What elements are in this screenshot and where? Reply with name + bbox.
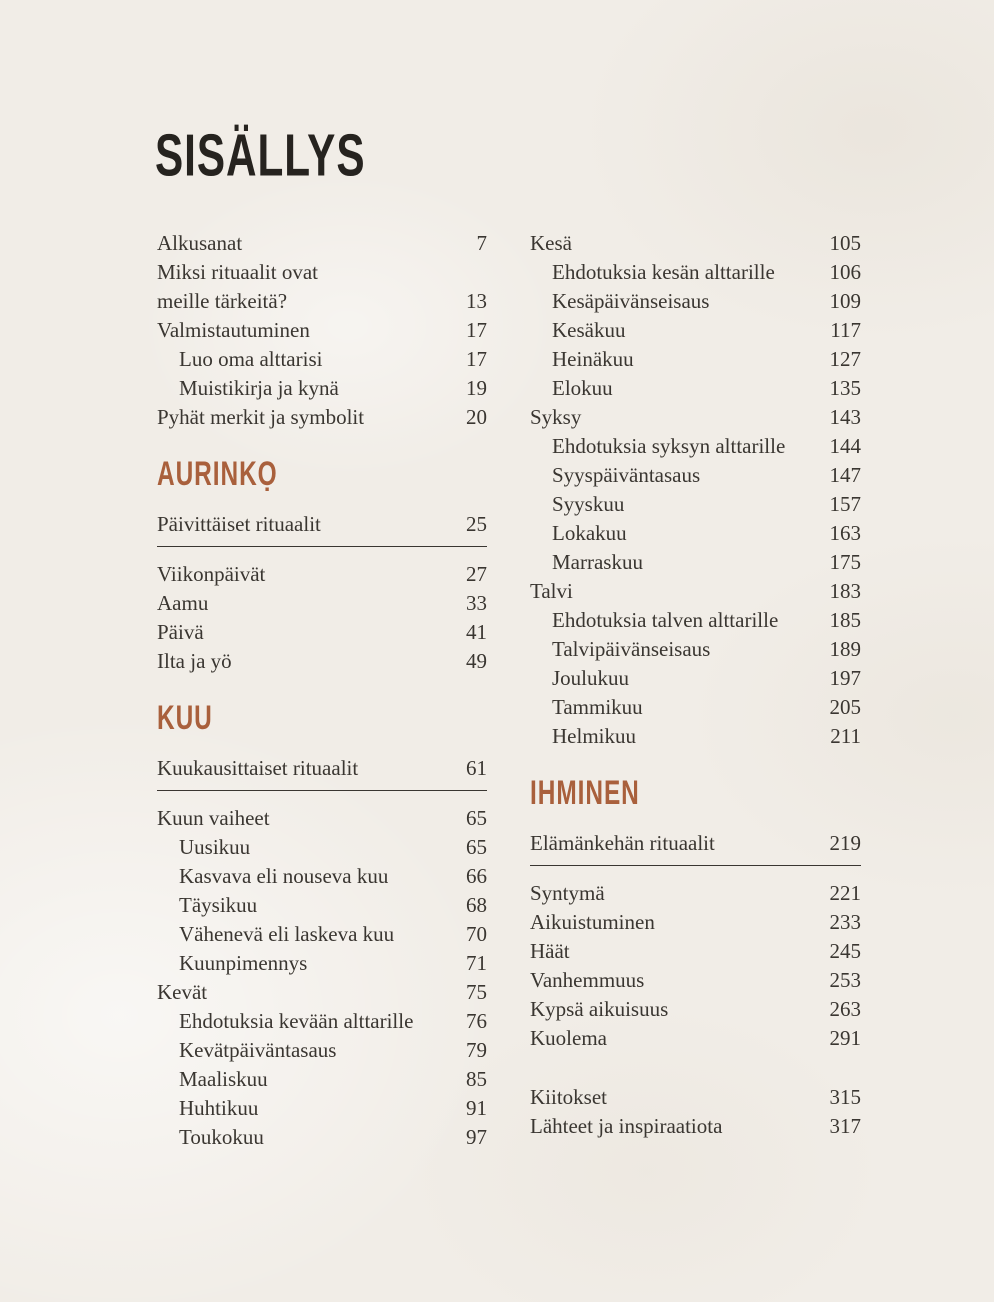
toc-entry-page-number: 205 bbox=[829, 695, 861, 719]
toc-entry-page-number: 19 bbox=[466, 376, 487, 400]
toc-entry-row bbox=[530, 693, 861, 722]
toc-entry-page-number: 41 bbox=[466, 620, 487, 644]
toc-entry-label: Aikuistuminen bbox=[530, 910, 655, 934]
toc-entry-label: Marraskuu bbox=[552, 550, 643, 574]
toc-entry-page-number: 253 bbox=[829, 968, 861, 992]
toc-entry-page-number: 17 bbox=[466, 347, 487, 371]
toc-entry-row bbox=[157, 316, 487, 345]
toc-entry-label: Aamu bbox=[157, 591, 209, 615]
toc-entry-row bbox=[530, 577, 861, 606]
toc-entry-row bbox=[157, 287, 487, 316]
toc-entry-row bbox=[530, 316, 861, 345]
toc-entry-label: Vanhemmuus bbox=[530, 968, 645, 992]
toc-entry-label: Lähteet ja inspiraatiota bbox=[530, 1114, 723, 1138]
toc-entry-label: Toukokuu bbox=[179, 1125, 264, 1149]
section-header-label: IHMINEN bbox=[530, 772, 640, 813]
toc-entry-page-number: 263 bbox=[829, 997, 861, 1021]
toc-entry-page-number: 163 bbox=[829, 521, 861, 545]
toc-entry-label: Muistikirja ja kynä bbox=[179, 376, 339, 400]
toc-entry-row bbox=[157, 403, 487, 432]
toc-entry-row bbox=[530, 635, 861, 664]
toc-entry-row bbox=[530, 966, 861, 995]
toc-entry-page-number: 144 bbox=[829, 434, 861, 458]
toc-entry-page-number: 105 bbox=[829, 231, 861, 255]
toc-entry-label: Heinäkuu bbox=[552, 347, 634, 371]
toc-entry-page-number: 70 bbox=[466, 922, 487, 946]
toc-left-column bbox=[157, 229, 487, 1152]
toc-entry-label: Luo oma alttarisi bbox=[179, 347, 323, 371]
toc-entry-label: Syyspäiväntasaus bbox=[552, 463, 701, 487]
toc-entry-label: Kasvava eli nouseva kuu bbox=[179, 864, 389, 888]
toc-entry-label: Ehdotuksia kevään alttarille bbox=[179, 1009, 414, 1033]
toc-entry-page-number: 27 bbox=[466, 562, 487, 586]
toc-entry-page-number: 75 bbox=[466, 980, 487, 1004]
toc-entry-label: Maaliskuu bbox=[179, 1067, 268, 1091]
toc-entry-page-number: 17 bbox=[466, 318, 487, 342]
toc-entry-row bbox=[157, 560, 487, 589]
toc-entry-page-number: 20 bbox=[466, 405, 487, 429]
toc-entry-label: Syntymä bbox=[530, 881, 605, 905]
toc-entry-label: Kesä bbox=[530, 231, 572, 255]
toc-entry-row bbox=[157, 1065, 487, 1094]
toc-entry-page-number: 76 bbox=[466, 1009, 487, 1033]
toc-entry-row bbox=[530, 258, 861, 287]
section-lead-row bbox=[530, 829, 861, 866]
toc-entry-page-number: 185 bbox=[829, 608, 861, 632]
toc-entry-row bbox=[157, 804, 487, 833]
toc-entry-page-number: 143 bbox=[829, 405, 861, 429]
toc-entry-label: Pyhät merkit ja symbolit bbox=[157, 405, 365, 429]
toc-entry-label: Kuunpimennys bbox=[179, 951, 308, 975]
toc-entry-page-number: 197 bbox=[829, 666, 861, 690]
toc-entry-page-number: 189 bbox=[829, 637, 861, 661]
toc-entry-label: Kuolema bbox=[530, 1026, 607, 1050]
section-header bbox=[157, 697, 487, 745]
toc-entry-label: Päivä bbox=[157, 620, 204, 644]
toc-entry-page-number bbox=[530, 1053, 538, 1077]
toc-entry-page-number: 183 bbox=[829, 579, 861, 603]
toc-entry-label: Kevät bbox=[157, 980, 208, 1004]
toc-entry-label: Uusikuu bbox=[179, 835, 251, 859]
toc-entry-row bbox=[157, 1123, 487, 1152]
toc-right-column bbox=[530, 229, 861, 1152]
toc-entry-label: Alkusanat bbox=[157, 231, 243, 255]
toc-entry-row bbox=[157, 374, 487, 403]
section-header bbox=[157, 453, 487, 501]
toc-entry-row bbox=[530, 432, 861, 461]
toc-entry-page-number: 233 bbox=[829, 910, 861, 934]
toc-entry-label: Talvipäivänseisaus bbox=[552, 637, 711, 661]
toc-entry-row bbox=[530, 403, 861, 432]
toc-entry-row bbox=[530, 519, 861, 548]
toc-entry-page-number: 147 bbox=[829, 463, 861, 487]
toc-entry-page-number: 71 bbox=[466, 951, 487, 975]
toc-entry-label: Häät bbox=[530, 939, 570, 963]
toc-entry-row bbox=[157, 258, 487, 287]
toc-entry-page-number: 79 bbox=[466, 1038, 487, 1062]
toc-entry-row bbox=[157, 618, 487, 647]
section-header-label: AURINKỌ bbox=[157, 453, 278, 494]
toc-entry-label: Syksy bbox=[530, 405, 582, 429]
toc-entry-row bbox=[530, 722, 861, 751]
toc-entry-label: Kiitokset bbox=[530, 1085, 607, 1109]
toc-entry-label: Täysikuu bbox=[179, 893, 258, 917]
toc-entry-label: Huhtikuu bbox=[179, 1096, 259, 1120]
toc-entry-row bbox=[530, 287, 861, 316]
section-header-label: KUU bbox=[157, 697, 213, 738]
toc-entry-row bbox=[530, 345, 861, 374]
toc-entry-row bbox=[530, 374, 861, 403]
toc-entry-label: Ehdotuksia kesän alttarille bbox=[552, 260, 775, 284]
toc-entry-page-number: 97 bbox=[466, 1125, 487, 1149]
section-lead-row bbox=[157, 510, 487, 547]
toc-entry-row bbox=[530, 664, 861, 693]
toc-entry-page-number: 117 bbox=[830, 318, 861, 342]
toc-entry-label: Kypsä aikuisuus bbox=[530, 997, 669, 1021]
toc-entry-label: Elämänkehän rituaalit bbox=[530, 831, 715, 855]
toc-entry-row bbox=[530, 1024, 861, 1053]
toc-entry-page-number: 49 bbox=[466, 649, 487, 673]
toc-entry-page-number: 7 bbox=[476, 231, 487, 255]
toc-entry-row bbox=[530, 879, 861, 908]
toc-entry-page-number: 33 bbox=[466, 591, 487, 615]
toc-entry-label: Elokuu bbox=[552, 376, 613, 400]
toc-entry-page-number: 65 bbox=[466, 806, 487, 830]
toc-entry-label: Ilta ja yö bbox=[157, 649, 232, 673]
toc-entry-page-number: 65 bbox=[466, 835, 487, 859]
toc-entry-row bbox=[157, 862, 487, 891]
toc-entry-label: Kesäkuu bbox=[552, 318, 626, 342]
toc-entry-label: Kuukausittaiset rituaalit bbox=[157, 756, 359, 780]
toc-entry-page-number: 127 bbox=[829, 347, 861, 371]
toc-entry-page-number: 61 bbox=[466, 756, 487, 780]
toc-entry-label: Joulukuu bbox=[552, 666, 630, 690]
section-header bbox=[530, 772, 861, 820]
toc-entry-page-number: 109 bbox=[829, 289, 861, 313]
toc-entry-label: Lokakuu bbox=[552, 521, 627, 545]
toc-entry-row bbox=[530, 908, 861, 937]
toc-entry-label: Viikonpäivät bbox=[157, 562, 266, 586]
toc-entry-label: Valmistautuminen bbox=[157, 318, 310, 342]
toc-entry-page-number: 221 bbox=[829, 881, 861, 905]
toc-entry-page-number: 291 bbox=[829, 1026, 861, 1050]
toc-entry-row bbox=[157, 589, 487, 618]
toc-entry-label: Vähenevä eli laskeva kuu bbox=[179, 922, 395, 946]
toc-entry-row bbox=[157, 345, 487, 374]
toc-entry-row bbox=[157, 1036, 487, 1065]
toc-entry-page-number: 135 bbox=[829, 376, 861, 400]
toc-entry-label: Kesäpäivänseisaus bbox=[552, 289, 710, 313]
toc-entry-row bbox=[530, 995, 861, 1024]
toc-entry-page-number: 25 bbox=[466, 512, 487, 536]
toc-entry-label: Kuun vaiheet bbox=[157, 806, 270, 830]
toc-entry-page-number: 211 bbox=[830, 724, 861, 748]
toc-entry-page-number: 66 bbox=[466, 864, 487, 888]
toc-entry-row bbox=[530, 1083, 861, 1112]
toc-entry-label: Päivittäiset rituaalit bbox=[157, 512, 321, 536]
toc-entry-page-number: 157 bbox=[829, 492, 861, 516]
toc-entry-label: Miksi rituaalit ovat bbox=[157, 260, 318, 284]
section-lead-row bbox=[157, 754, 487, 791]
toc-entry-page-number: 175 bbox=[829, 550, 861, 574]
toc-entry-row bbox=[157, 1007, 487, 1036]
toc-entry-page-number: 219 bbox=[829, 831, 861, 855]
toc-entry-row bbox=[157, 949, 487, 978]
toc-entry-row bbox=[530, 606, 861, 635]
toc-entry-label: Helmikuu bbox=[552, 724, 636, 748]
toc-entry-page-number: 315 bbox=[829, 1085, 861, 1109]
toc-entry-row bbox=[157, 1094, 487, 1123]
toc-entry-label: Syyskuu bbox=[552, 492, 625, 516]
toc-entry-row bbox=[157, 647, 487, 676]
toc-entry-row bbox=[157, 920, 487, 949]
toc-entry-page-number: 317 bbox=[829, 1114, 861, 1138]
toc-content bbox=[157, 229, 861, 1152]
toc-entry-label: Kevätpäiväntasaus bbox=[179, 1038, 337, 1062]
toc-entry-page-number: 245 bbox=[829, 939, 861, 963]
toc-entry-label: Tammikuu bbox=[552, 695, 643, 719]
toc-entry-row bbox=[157, 833, 487, 862]
toc-entry-row bbox=[530, 1112, 861, 1141]
spacer bbox=[530, 1053, 861, 1083]
page-title: SISÄLLYS bbox=[155, 121, 366, 189]
toc-entry-label: Ehdotuksia syksyn alttarille bbox=[552, 434, 786, 458]
toc-entry-page-number: 85 bbox=[466, 1067, 487, 1091]
toc-entry-row bbox=[157, 891, 487, 920]
toc-entry-label: meille tärkeitä? bbox=[157, 289, 288, 313]
toc-entry-row bbox=[530, 229, 861, 258]
toc-entry-row bbox=[157, 229, 487, 258]
toc-entry-page-number: 91 bbox=[466, 1096, 487, 1120]
toc-entry-page-number: 13 bbox=[466, 289, 487, 313]
toc-entry-row bbox=[530, 490, 861, 519]
toc-entry-row bbox=[530, 548, 861, 577]
toc-entry-row bbox=[157, 978, 487, 1007]
toc-entry-page-number: 106 bbox=[829, 260, 861, 284]
toc-entry-page-number: 68 bbox=[466, 893, 487, 917]
toc-entry-label: Talvi bbox=[530, 579, 573, 603]
toc-entry-label: Ehdotuksia talven alttarille bbox=[552, 608, 779, 632]
toc-entry-row bbox=[530, 937, 861, 966]
toc-entry-row bbox=[530, 461, 861, 490]
